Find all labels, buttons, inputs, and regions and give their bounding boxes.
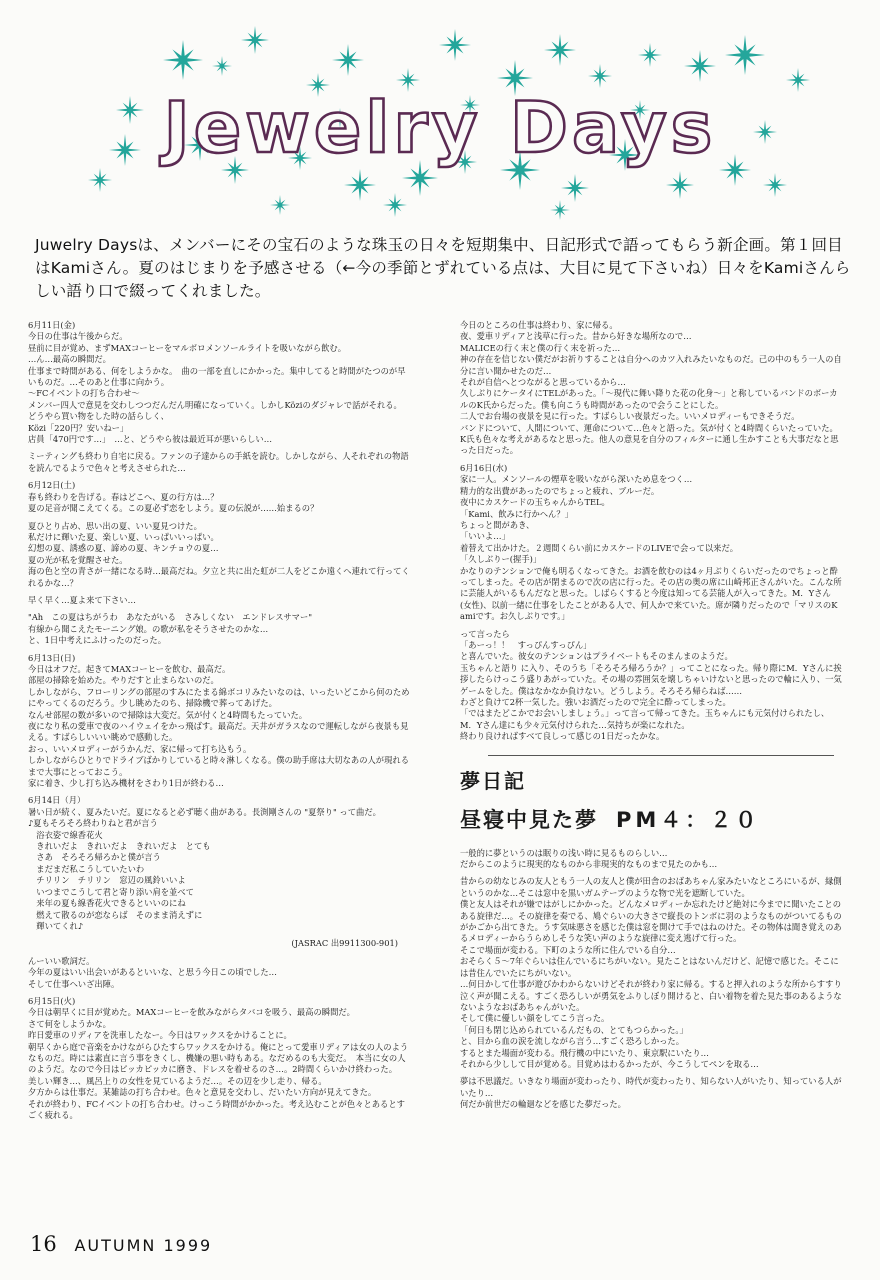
star-icon [753,120,777,144]
star-icon [116,96,144,124]
entry-paragraph: んーいい歌詞だ。 今年の夏はいい出会いがあるといいな、と思う今日この頃でした… そして仕事へいざ出陣。 [28,955,277,989]
issue-label: AUTUMN 1999 [74,1236,213,1255]
star-icon [763,173,787,197]
jasrac-credit: (JASRAC 出9911300-901) [291,938,398,949]
page-number: 16 [30,1232,57,1256]
star-icon [109,134,141,166]
entry-paragraph: 夏ひとり占め、思い出の夏、いい夏見つけた。 私だけに輝いた夏、楽しい夏、いっぱいいっぱい。 幻想の夏、誘惑の夏、諦めの夏、キンチョウの夏… 夏の光が私を覚醒させた。 海の色と空の青さが一緒になる時…最高だね。夕立と共に出た虹が二人をどこか遠くへ連れて行ってくれるかな…？ [28,520,410,588]
entry-paragraph: 今日の仕事は午後からだ。 昼前に目が覚め、まずMAXコーヒーをマルボロメンソールライトを吸いながら飲む。 …ん…最高の瞬間だ。 仕事まで時間がある、何をしようかな。 曲の一部を直しにかかった。集中してると時間がたつのが早いものだ。…そのあと仕事に向かう。 ～FCイベントの打ち合わせ～ メンバー四人で意見を交わしつつだんだん明確になっていく。しかしKöziのダジャレで話がそれる。どうやら買い物をした時の話らしく、 Közi「220円？安いねー」 店員「470円です…」 …と、どうやら彼は最近耳が悪いらしい… [28,331,406,445]
star-icon [88,168,112,192]
star-icon [550,200,570,220]
entry-date: 6月14日（月） [28,795,86,806]
star-icon [786,68,810,92]
header-banner [0,0,880,225]
star-icon [344,169,376,201]
star-icon [270,195,290,215]
right-column [460,320,842,1117]
star-icon [163,40,203,80]
entry-paragraph: 春も終わりを告げる。春はどこへ、夏の行方は…？ 夏の足音が聞こえてくる。この夏必ず恋をしよう。夏の伝説が……始まるの？ [28,491,319,514]
entry-paragraph: 今日は朝早くに目が覚めた。MAXコーヒーを飲みながらタバコを吸う、最高の瞬間だ。 さて何をしようかな。 昨日愛車のリディアを洗車したなー。今日はワックスをかけることに。 朝早くから庭で音楽をかけながらひたすらワックスをかける。俺にとって愛車リディアは女の人のようなものだ。時には素直に言う事をきくし、機嫌の悪い時もある。なだめるのも大変だ。 本当に女の人のようだ。なので今日はピッカピッカに磨き、ドレスを着せるのさ…。2時間くらいかけ終わった。 美しい輝き…、風呂上りの女性を見ているようだ…。その辺を少し走り、帰る。 夕方からは仕事だ。某雑誌の打ち合わせ。色々と意見を交わし、だいたい方向が見えてきた。 それが終わり、FCイベントの打ち合わせ。けっこう時間がかかった。考え込むことが色々とあるとすごく疲れる。 [28,1007,409,1120]
dream-time: PM４：２０ [616,807,761,832]
dream-title [460,806,842,834]
entry-paragraph: 今日はオフだ。起きてMAXコーヒーを飲む、最高だ。 部屋の掃除を始めた。やりだすと止まらないのだ。 しかしながら、フローリングの部屋のすみにたまる綿ボコリみたいなのは、いったいどこから何のためにやってくるのだろう。少し眺めたのち、掃除機で葬ってあげた。 なんせ部屋の数が多いので掃除は大変だ。気が付くと4時間もたっていた。 夜になり私の愛車で夜のハイウェイをかっ飛ばす。最高だ。天井がガラスなので運転しながら夜景も見える。すばらしいいい眺めで感動した。 おっ、いいメロディーがうかんだ、家に帰って打ち込もう。 しかしながらひとりでドライブばかりしていると時々淋しくなる。僕の助手席は大切なあの人が現れるまで大事にとっておこう。 家に着き、少し打ち込み機材をさわり1日が終わる… [28,663,410,789]
entry-paragraph: 早く早く…夏よ来て下さい… [28,594,136,605]
dream-paragraph: 昔からの幼なじみの友人ともう一人の友人と僕が田舎のおばあちゃん家みたいなところにいるが、縁側というのかな…そこは窓中を黒いガムテープのような物で光を遮断していた。 僕と友人はそれが嫌ではがしにかかった。どんなメロディーか忘れたけど絶対に今までに聞いたことのある旋律だ…。その旋律を奏でる、鳩ぐらいの大きさで縦長のトンボに羽のようなものがついてるものがかごから出てきた。うす気味悪さを感じた僕は窓を開けて手ではねのけた。その物体は聞き覚えのあるメロディーからうらめしそうな笑い声のような旋律に変え逃げて行った。 そこで場面が変わる。下町のような所に住んでいる自分… おそらく５～7年ぐらいは住んでいるにちがいない。見たことはないんだけど、記憶で感じた。そこには昔住んでいたにちがいない。 …何日かして仕事が遊びかわからないけどそれが終わり家に帰る。すると押入れのような所からすすり泣く声が聞こえる。すごく恐ろしいが勇気をふりしぼり開けると、白い着物を着た見た事のあるようなないようなおばあちゃんがいた。 そして僕に優しい顔をしてこう言った。 「何日も閉じ込められているんだもの、とてもつらかった。」 と、目から血の涙を流しながら言う…すごく恐ろしかった。 するとまた場面が変わる。飛行機の中にいたり、東京駅にいたり… それから少しして目が覚める。目覚めはわるかったが、今こうしてペンを取る… [460,876,842,1069]
entry-paragraph: "Ah この夏はちがうわ あなたがいる さみしくない エンドレスサマー" 有線から聞こえたモーニング娘。の歌が私をそうさせたのかな… と、1日中考えにふけったのだった。 [28,612,313,646]
star-icon [383,193,407,217]
entry-paragraph: ミーティングも終わり自宅に戻る。ファンの子達からの手紙を読む。しかしながら、人それぞれの物語を読んでるようで色々と考えさせられた… [28,451,409,473]
star-icon [544,34,576,66]
dream-paragraph: 一般的に夢というのは眠りの浅い時に見るものらしい… だからこのように現実的なものから非現実的なものまで見たのかも… [460,847,718,870]
entry-date: 6月13日(日) [28,652,76,663]
section-divider [488,755,834,756]
star-icon [725,35,765,75]
dream-paragraph: 夢は不思議だ。いきなり場面が変わったり、時代が変わったり、知らない人がいたり、知っている人がいたり… 何だか前世だの輪廻などを感じた夢だった。 [460,1076,842,1110]
dream-title-text: 昼寝中見た夢 [460,806,598,832]
star-icon [241,26,269,54]
dream-diary-heading: 夢日記 [460,768,526,793]
entry-paragraph: 家に一人。メンソールの煙草を吸いながら深いため息をつく… 精力的な出費があったのでちょっと疲れ、ブルーだ。 夜中にカスケードの玉ちゃんからTEL。 「Kami、飲みに行かへん？」 ちょっと間があき、 「いいよ…」 着替えて出かけた。２週間くらい前にカスケードのLIVEで会って以来だ。 「久しぶりー(握手)」 かなりのテンションで俺も明るくなってきた。お酒を飲むのは4ヶ月ぶりくらいだったのでちょっと酔ってしまった。その店が閉まるので次の店に行った。その店の奥の席に山崎邦正さんがいた。こんな所に芸能人がいるもんだなと思った。しばらくすると今度は知ってる芸能人が入ってきた。M．Yさん(女性)、以前一緒に仕事をしたことがある人で、何人かで来ていた。席が隣りだったので「マリスのKamiです。お久しぶりです。」 [460,474,842,622]
page-footer [30,1232,212,1256]
star-icon [212,56,232,76]
page-title: Jewelry Days [163,87,717,169]
entry-date: 6月15日(火) [28,995,76,1006]
star-icon [332,44,364,76]
star-icon [684,50,716,82]
song-lyrics: 暑い日が続く、夏みたいだ。夏になると必ず聴く曲がある。長渕剛さんの "夏祭り" って曲だ。 ♪夏もそろそろ終わりねと君が言う 浴衣姿で線香花火 きれいだよ きれいだよ きれいだよ とても さあ そろそろ帰ろかと僕が言う まだまだ私こうしていたいわ チリリン チリリン 窓辺の風鈴いいよ いつまでこうして君と寄り添い肩を並べて 来年の夏も線香花火できるといいのにね 燃えて散るのが恋ならば そのまま消えずに 輝いてくれ♪ [28,806,381,931]
entry-date: 6月12日(土) [28,480,76,491]
star-icon [666,171,694,199]
star-icon [561,174,589,202]
star-icon [439,29,471,61]
entry-date: 6月16日(水) [460,462,508,473]
entry-paragraph: 今日のところの仕事は終わり、家に帰る。 夜、愛車リディアと浅草に行った。昔から好きな場所なので… MALICEの行く末と僕の行く末を祈った… 神の存在を信じない僕だがお祈りすることは自分へのカツ入れみたいなものだ。己の中のもう一人の自分に言い聞かせたのだ… それが自信へとつながると思っているから… 久しぶりにケータイにTELがあった。「～現代に舞い降りた花の化身～」と称しているバンドのボーカルのK氏からだった。僕も向こうも時間があったので会うことにした。 二人でお台場の夜景を見に行った。すばらしい夜景だった。いいメロディーもできそうだ。 バンドについて、人間について、運命について…色々と語った。気が付くと4時間くらいたっていた。K氏も色々な考えがあるなと思った。他人の意見を自分のフィルターに通し生かすことも大事だなと思った日だった。 [460,320,842,456]
star-icon [588,64,612,88]
entry-date: 6月11日(金) [28,320,76,330]
star-banner [0,0,880,225]
star-icon [719,154,751,186]
star-icon [638,43,662,67]
intro-text: Juwelry Daysは、メンバーにその宝石のような珠玉の日々を短期集中、日記形式で語ってもらう新企画。第１回目はKamiさん。夏のはじまりを予感させる（←今の季節とずれている点は、大目に見て下さいね）日々をKamiさんらしい語り口で綴ってくれました。 [35,236,851,300]
left-column [28,320,410,1127]
entry-paragraph: って言ったら 「あーっ！！ すっぴんすっぴん」 と喜んでいた。彼女のテンションはプライベートもそのまんまのようだ。 玉ちゃんと語り に入り、そのうち「そろそろ帰ろうか？」ってことになった。帰り際にM．Yさんに挨拶したらけっこう盛りあがっていた。その場の雰囲気を壊しちゃいけないと思ったので輪に入り、一気ゲームをした。僕はなかなか負けない。どうしよう。そろそろ帰らねば…… わざと負けて2杯一気した。強いお酒だったので完全に酔ってしまった。 「ではまたどこかでお会いしましょう。」って言って帰ってきた。玉ちゃんにも元気付けられたし、M．Yさん達にも少々元気付けられた…気持ちが楽になれた。 終わり良ければすべて良しって感じの1日だったかな。 [460,628,842,742]
